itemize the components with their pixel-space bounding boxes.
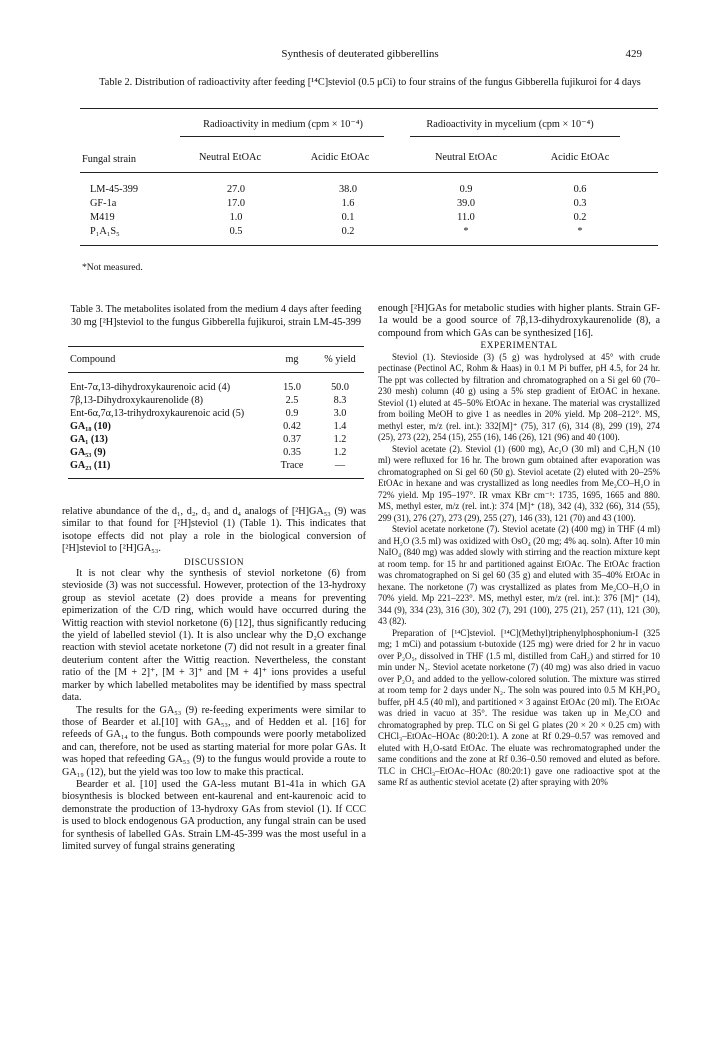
table3-cell: 50.0 — [331, 382, 349, 393]
table2-sub-neutral-mycelium: Neutral EtOAc — [434, 152, 498, 163]
table3-row-compound: GA₁ (13) — [70, 434, 108, 445]
table2-cell: * — [577, 226, 583, 237]
table2-cell: 0.6 — [573, 184, 587, 195]
table3-cell: 8.3 — [333, 395, 347, 406]
table3-cell: 1.2 — [333, 434, 347, 445]
table2-cell: 39.0 — [456, 198, 476, 209]
table2-sub-acidic-medium: Acidic EtOAc — [310, 152, 370, 163]
table2-cell: 27.0 — [226, 184, 246, 195]
right-column — [378, 303, 660, 789]
table3-cell: 0.37 — [283, 434, 301, 445]
table2-cell: 1.0 — [229, 212, 243, 223]
table3-col-yield: % yield — [324, 354, 356, 365]
table2-cell: 1.6 — [341, 198, 355, 209]
section-heading-discussion: DISCUSSION — [183, 556, 245, 567]
table3-row-compound: 7β,13-Dihydroxykaurenolide (8) — [70, 395, 204, 406]
body-paragraph: The results for the GA₅₃ (9) re-feeding experiments were similar to those of Bearder et al.[10] with GA₅₃, and of Hedden et al. [16] for refeeds of GA₁₄ to the fungus. Both compounds were poorly metabolized and can, therefore, not be used as starting material for more polar GAs. It was hoped that refeeding GA₅₃ (9) to the fungus would provide a route to GA₁₉ (12), but the yield was too low to make this practical. — [62, 704, 366, 778]
table3-cell: 0.9 — [285, 408, 299, 419]
page-number: 429 — [625, 48, 642, 60]
table3-row-compound: GA₁₈ (10) — [70, 421, 111, 432]
table3-cell: 2.5 — [285, 395, 299, 406]
left-column — [62, 506, 366, 853]
table2-cell: 17.0 — [226, 198, 246, 209]
table3-cell: 3.0 — [333, 408, 347, 419]
table3-cell: 1.4 — [333, 421, 347, 432]
table3-cell: 1.2 — [333, 447, 347, 458]
table2-cell: 11.0 — [457, 212, 475, 223]
table2-cell: 0.2 — [341, 226, 355, 237]
table3-row-compound: GA₅₃ (9) — [70, 447, 106, 458]
table3-cell: 0.35 — [283, 447, 301, 458]
table2-cell: 0.9 — [459, 184, 473, 195]
table2-cell: * — [463, 226, 469, 237]
table3-caption: Table 3. The metabolites isolated from the medium 4 days after feeding 30 mg [²H]steviol to the fungus Gibberella fujikuroi, strain LM-45-399 — [70, 304, 362, 328]
section-heading-experimental: EXPERIMENTAL — [480, 340, 558, 351]
table3-cell: Trace — [280, 460, 304, 471]
table3-cell: 0.42 — [283, 421, 301, 432]
table2-cell: 0.2 — [573, 212, 587, 223]
table2-cell: 0.1 — [341, 212, 355, 223]
table2-sub-neutral-medium: Neutral EtOAc — [198, 152, 262, 163]
table2-row-strain: LM-45-399 — [90, 184, 139, 195]
body-paragraph: Steviol (1). Stevioside (3) (5 g) was hydrolysed at 45° with crude pectinase (Pectinol AC, Rohm & Haas) in 0.1 M Pi buffer, pH 4.5, for 24 hr. The ppt was collected by filtration and chromatographed on a Si gel 60 (70–230 mesh) column (40 g) using a 5% step gradient of EtOAC in hexane. Steviol (1) eluted at 45–50% EtOAc in hexane. The material was crystallized from boiling MeOH to give 1 as needles in 20% yield. Mp 208–212°. MS, methyl ester, m/z (rel. int.): 332[M]⁺ (75), 317 (6), 314 (8), 299 (19), 274 (25), 273 (22), 254 (15), 255 (16), 146 (26), 121 (96) and 40 (100). — [378, 351, 660, 443]
table2-group-medium: Radioactivity in medium (cpm × 10⁻⁴) — [203, 119, 363, 130]
table2-footnote: *Not measured. — [82, 262, 143, 273]
body-paragraph: Steviol acetate (2). Steviol (1) (600 mg), Ac₂O (30 ml) and C₅H₅N (10 ml) were refluxed for 16 hr. The brown gum obtained after evaporation was chromatographed on Si gel 60 (50 g). Steviol acetate (2) eluted with 20–25% EtOAc in hexane and was crystallized as long needles from Me₂CO–H₂O in 72% yield. Mp 195–197°. IR νmax KBr cm⁻¹: 1735, 1695, 1665 and 880. MS, methyl ester, m/z (rel. int.): 374 [M]⁺ (18), 342 (4), 332 (66), 314 (55), 299 (31), 276 (27), 273 (29), 255 (27), 146 (33), 121 (70) and 43 (100). — [378, 443, 660, 523]
running-title: Synthesis of deuterated gibberellins — [281, 48, 439, 60]
table3-row-compound: Ent-7α,13-dihydroxykaurenoic acid (4) — [70, 382, 231, 393]
table3-row-compound: Ent-6α,7α,13-trihydroxykaurenoic acid (5) — [70, 408, 245, 419]
body-paragraph: Steviol acetate norketone (7). Steviol acetate (2) (400 mg) in THF (4 ml) and H₂O (3.5 ml) was oxidized with OsO₄ (20 mg; 4% aq. soln). After 10 min NaIO₄ (840 mg) was added slowly with stirring and the reaction mixture kept at room temp. for 15 hr and partitioned against EtOAc. The EtOAc fraction was chromatographed on Si gel 60 (35 g) and eluted with 35–40% EtOAc in hexane. The norketone (7) was crystallized as plates from Me₂CO–H₂O in 70% yield. Mp 221–223°. MS, methyl ester, m/z (rel. int.): 376 [M]⁺ (14), 344 (9), 334 (23), 316 (30), 302 (7), 291 (100), 275 (21), 257 (11), 121 (30), 43 (82). — [378, 524, 660, 627]
table3-cell: — — [334, 460, 346, 471]
table2-row-strain: GF-1a — [90, 198, 117, 209]
body-paragraph: It is not clear why the synthesis of steviol norketone (6) from stevioside (3) was not successful. However, protection of the 13-hydroxy group as steviol acetate (2) does provide a means for preventing epimerization of the C/D ring, which would have occurred during the Wittig reaction with steviol norketone (6) [12], thus significantly reducing the yield of labelled steviol (1). It is also unclear why the D₂O exchange reaction with steviol acetate norketone (7) did not result in a greater final deuterium content after the Wittig reaction. Nevertheless, the constant ratio of the [M + 2]⁺, [M + 3]⁺ and [M + 4]⁺ ions provides a useful marker by which labelled metabolites may be identified by mass spectral data. — [62, 568, 366, 704]
table2-group-mycelium: Radioactivity in mycelium (cpm × 10⁻⁴) — [426, 119, 594, 130]
table3-cell: 15.0 — [283, 382, 301, 393]
table2-caption: Table 2. Distribution of radioactivity after feeding [¹⁴C]steviol (0.5 μCi) to four strains of the fungus Gibberella fujikuroi for 4 days — [99, 77, 641, 88]
table2-row-strain: M419 — [90, 212, 115, 223]
body-paragraph: relative abundance of the d₁, d₂, d₃ and d₄ analogs of [²H]GA₅₃ (9) was similar to that found for [²H]steviol (1) (Table 1). This indicates that isotope effects did not play a role in the biological conversion of [²H]steviol to [²H]GA₅₃. — [62, 506, 366, 555]
table3 — [0, 0, 380, 500]
table2-col-strain: Fungal strain — [82, 154, 137, 165]
body-paragraph: enough [²H]GAs for metabolic studies with higher plants. Strain GF-1a would be a good source of 7β,13-dihydroxykaurenolide (8), a compound from which GAs can be synthesized [16]. — [378, 303, 660, 339]
table3-col-compound: Compound — [70, 354, 116, 365]
table2-cell: 0.5 — [229, 226, 243, 237]
body-paragraph: Bearder et al. [10] used the GA-less mutant B1-41a in which GA biosynthesis is blocked between ent-kaurenal and ent-kaurenoic acid to demonstrate the production of 13-hydroxy GAs from steviol (1). If CCC is used to block endogenous GA production, any fungal strain can be used for synthesis of labelled GAs. Strain LM-45-399 was the most useful in a limited survey of fungal strains generating — [62, 778, 366, 852]
table2-sub-acidic-mycelium: Acidic EtOAc — [550, 152, 610, 163]
table3-col-mg: mg — [285, 354, 299, 365]
table2-cell: 0.3 — [573, 198, 587, 209]
table2-row-strain: P₁A₁S₅ — [90, 226, 120, 237]
body-paragraph: Preparation of [¹⁴C]steviol. [¹⁴C](Methyl)triphenylphosphonium-I (325 mg; 1 mCi) and potassium t-butoxide (125 mg) were dried for 2 hr in vacuo over P₂O₅, dissolved in THF (1.5 ml, distilled from CaH₂) and stirred for 10 min under N₂. Steviol acetate norketone (7) (40 mg) was also dried in vacuo over P₂O₅ and added to the yellow-colored solution. The mixture was stirred at room temp for 2 days under N₂. The soln was poured into 0.5 M KH₂PO₄ buffer, pH 4.5 (40 ml), and partitioned × 3 against EtOAc (20 ml). The EtOAc was dried in vacuo at 35°. The residue was taken up in Me₂CO and chromatographed by prep. TLC on Si gel G plates (20 × 20 × 0.25 cm) with CHCl₃–EtOAc–HOAc (80:20:1). A zone at Rf 0.29–0.57 was removed and eluted with H₂O-satd EtOAc. The eluate was rechromatographed under the same conditions and the zone at Rf 0.36–0.50 removed and eluted as before. TLC in CHCl₃–EtOAc–HOAc (80:20:1) gave one radioactive spot at the same Rf as authentic steviol acetate (2) after spraying with 20% — [378, 627, 660, 788]
table2-cell: 38.0 — [338, 184, 358, 195]
table3-row-compound: GA₂₃ (11) — [70, 460, 111, 471]
